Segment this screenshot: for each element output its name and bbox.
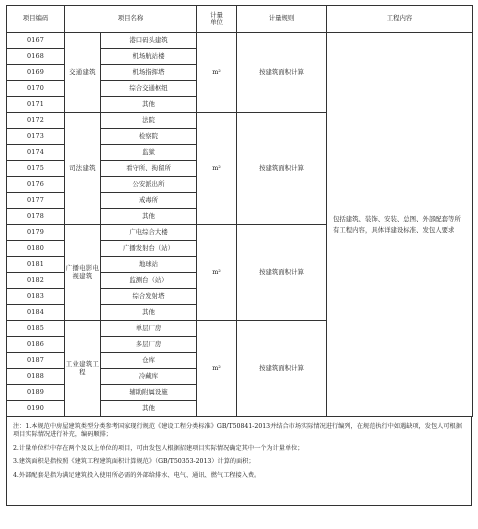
item-name: 其他 <box>101 97 197 113</box>
pricing-specification-sheet <box>6 5 472 524</box>
item-code: 0171 <box>7 97 65 113</box>
note-1: 注：1.本规范中房屋建筑类型分类参考国家现行规范《建设工程分类标准》GB/T50841-2013并结合市场实际情况进行编列，在规范执行中如遇缺项，发包人可根据项目实际情况进行补充，编码顺排； <box>13 423 462 438</box>
item-name: 多层厂房 <box>101 337 197 353</box>
item-name: 冷藏库 <box>101 369 197 385</box>
item-name: 机场航站楼 <box>101 49 197 65</box>
header-content: 工程内容 <box>327 6 473 33</box>
item-code: 0172 <box>7 113 65 129</box>
item-code: 0174 <box>7 145 65 161</box>
item-code: 0181 <box>7 257 65 273</box>
header-unit-line2: 单位 <box>210 18 223 26</box>
item-code: 0170 <box>7 81 65 97</box>
content-description: 包括建筑、装饰、安装、总图、外部配套等所有工程内容，具体详建设标准、发包人要求 <box>327 33 473 417</box>
item-code: 0175 <box>7 161 65 177</box>
item-name: 监测台（站） <box>101 273 197 289</box>
item-code: 0169 <box>7 65 65 81</box>
item-code: 0179 <box>7 225 65 241</box>
table-body <box>7 33 473 417</box>
header-name: 项目名称 <box>65 6 197 33</box>
item-name: 法院 <box>101 113 197 129</box>
item-name: 广播发射台（站） <box>101 241 197 257</box>
item-code: 0168 <box>7 49 65 65</box>
item-name: 其他 <box>101 401 197 417</box>
item-code: 0180 <box>7 241 65 257</box>
notes-section <box>6 417 472 506</box>
item-name: 其他 <box>101 305 197 321</box>
item-code: 0186 <box>7 337 65 353</box>
item-name: 港口码头建筑 <box>101 33 197 49</box>
item-code: 0167 <box>7 33 65 49</box>
unit-cell: m² <box>197 225 237 321</box>
project-code-table <box>6 5 473 417</box>
unit-cell: m² <box>197 113 237 225</box>
category-label: 工业建筑工程 <box>65 321 101 417</box>
item-name: 综合发射塔 <box>101 289 197 305</box>
category-label: 司法建筑 <box>65 113 101 225</box>
header-code: 项目编码 <box>7 6 65 33</box>
rule-cell: 按建筑面积计算 <box>237 113 327 225</box>
header-unit <box>197 6 237 33</box>
item-code: 0184 <box>7 305 65 321</box>
unit-cell: m² <box>197 33 237 113</box>
item-code: 0190 <box>7 401 65 417</box>
item-name: 看守所、拘留所 <box>101 161 197 177</box>
rule-cell: 按建筑面积计算 <box>237 225 327 321</box>
header-unit-line1: 计量 <box>210 10 223 19</box>
item-name: 公安派出所 <box>101 177 197 193</box>
item-name: 广电综合大楼 <box>101 225 197 241</box>
item-code: 0178 <box>7 209 65 225</box>
item-code: 0189 <box>7 385 65 401</box>
item-name: 其他 <box>101 209 197 225</box>
note-3: 3.建筑面积是指按照《建筑工程建筑面积计算规范》（GB/T50353-2013）计算的面积； <box>13 458 255 466</box>
unit-cell: m² <box>197 321 237 417</box>
item-code: 0188 <box>7 369 65 385</box>
category-label: 交通建筑 <box>65 33 101 113</box>
item-name: 单层厂房 <box>101 321 197 337</box>
item-name: 检察院 <box>101 129 197 145</box>
header-rule: 计量规则 <box>237 6 327 33</box>
note-2: 2.计量单位栏中存在两个及以上单位的项目，可由发包人根据招建项目实际情况确定其中一个为计量单位； <box>13 444 304 452</box>
table-row <box>7 33 473 49</box>
item-code: 0182 <box>7 273 65 289</box>
item-code: 0187 <box>7 353 65 369</box>
item-code: 0177 <box>7 193 65 209</box>
item-name: 监狱 <box>101 145 197 161</box>
item-name: 仓库 <box>101 353 197 369</box>
table-header-row <box>7 6 473 33</box>
item-code: 0173 <box>7 129 65 145</box>
item-code: 0183 <box>7 289 65 305</box>
item-code: 0176 <box>7 177 65 193</box>
item-name: 机场指挥塔 <box>101 65 197 81</box>
item-code: 0185 <box>7 321 65 337</box>
rule-cell: 按建筑面积计算 <box>237 33 327 113</box>
item-name: 戒毒所 <box>101 193 197 209</box>
note-4: 4.外部配套是指为满足建筑投入使用所必需的外部给排水、电气、通讯、燃气工程接入费。 <box>13 472 261 479</box>
category-label: 广播电影电视建筑 <box>65 225 101 321</box>
rule-cell: 按建筑面积计算 <box>237 321 327 417</box>
item-name: 综合交通枢纽 <box>101 81 197 97</box>
item-name: 地球站 <box>101 257 197 273</box>
item-name: 辅助附属设施 <box>101 385 197 401</box>
